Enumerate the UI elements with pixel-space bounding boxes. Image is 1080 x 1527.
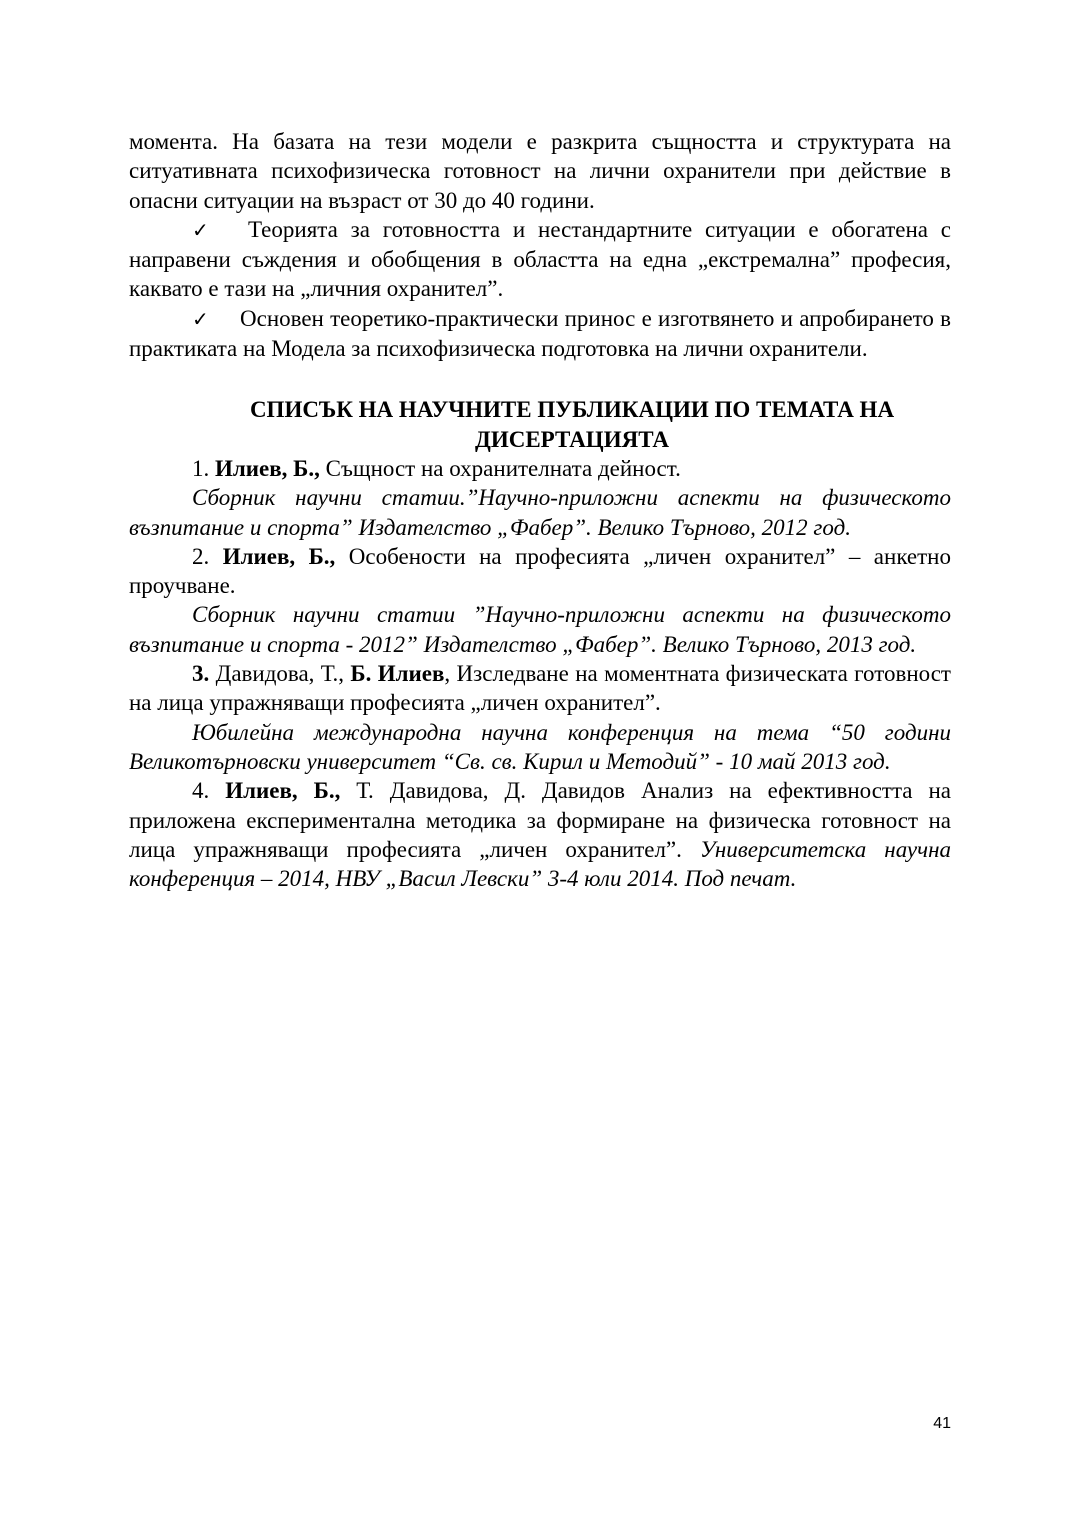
contribution-bullet-1 — [129, 215, 951, 304]
contribution-text-2: Основен теоретико-практически принос е изготвянето и апробирането в практиката на Модела за психофизическа подготовка на лични охранители. — [129, 305, 951, 362]
document-page — [129, 127, 951, 893]
publication-1 — [129, 454, 951, 483]
publication-title: Особености на професията „личен охранител” – анкетно проучване. — [129, 543, 951, 599]
publication-number: 1. — [192, 455, 210, 481]
publication-author: Б. Илиев — [350, 661, 445, 687]
checkmark-icon: ✓ — [192, 306, 209, 331]
publication-coauthor: Давидова, Т., — [209, 661, 351, 687]
intro-paragraph: момента. На базата на тези модели е разкрита същността и структурата на ситуативната психофизическа готовност на лични охранители при действие в опасни ситуации на възраст от 30 до 40 години. — [129, 129, 951, 213]
contribution-bullet-2 — [129, 304, 951, 364]
publication-number: 2. — [192, 543, 210, 569]
publication-2-source: Сборник научни статии ”Научно-приложни аспекти на физическото възпитание и спорта - 2012” Издателство „Фабер”. Велико Търново, 2013 год. — [129, 602, 951, 657]
publication-title: Същност на охранителната дейност. — [319, 455, 681, 481]
publication-author: Илиев, Б., — [222, 543, 336, 569]
section-heading-line-1: СПИСЪК НА НАУЧНИТЕ ПУБЛИКАЦИИ ПО ТЕМАТА НА — [249, 397, 895, 423]
checkmark-icon: ✓ — [192, 217, 209, 242]
section-heading — [129, 395, 951, 454]
publication-3-source: Юбилейна международна научна конференция на тема “50 години Великотърновски университет “Св. св. Кирил и Методий” - 10 май 2013 год. — [129, 719, 951, 774]
section-heading-line-2: ДИСЕРТАЦИЯТА — [475, 426, 669, 452]
page-number: 41 — [933, 1415, 951, 1432]
publication-4-source: Университетска научна конференция – 2014, НВУ „Васил Левски” 3-4 юли 2014. Под печат. — [129, 836, 952, 892]
publication-4 — [129, 776, 951, 893]
publication-author: Илиев, Б., — [215, 455, 320, 481]
publication-title: Т. Давидова, Д. Давидов Анализ на ефективността на приложена експериментална методика за формиране на физическа готовност на лица упражняващи професията „личен охранител”. — [129, 778, 951, 862]
publication-1-source: Сборник научни статии.”Научно-приложни аспекти на физическото възпитание и спорта” Издателство „Фабер”. Велико Търново, 2012 год. — [129, 485, 951, 540]
publication-number: 4. — [192, 778, 210, 804]
publication-number: 3. — [192, 661, 210, 687]
publication-author: Илиев, Б., — [225, 778, 341, 804]
contribution-text-1: Теорията за готовността и нестандартните ситуации е обогатена с направени съждения и обобщения в областта на една „екстремална” професия, каквато е тази на „личния охранител”. — [129, 216, 951, 302]
publication-title: , Изследване на моментната физическата готовност на лица упражняващи професията „личен охранител”. — [129, 661, 951, 716]
publication-3 — [129, 659, 951, 718]
publication-2 — [129, 542, 951, 601]
